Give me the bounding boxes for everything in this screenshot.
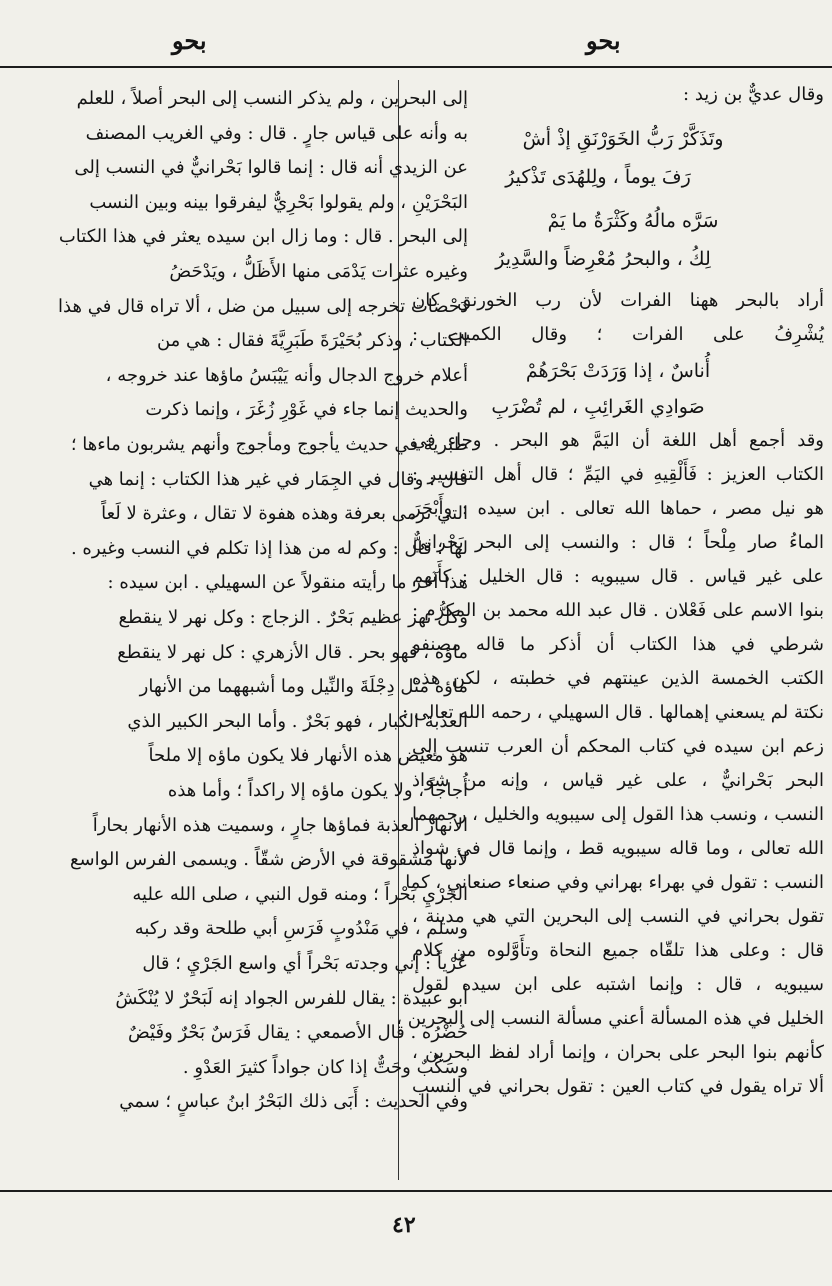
- text-line: ماؤه مثل دِجْلَةَ والنِّيل وما أشبههما من الأنهار: [139, 676, 468, 698]
- text-line: وسَكْبٌ وحَتٌّ إذا كان جواداً كثيرَ العَدْوِ .: [182, 1056, 468, 1078]
- text-line: هو مغيض هذه الأنهار فلا يكون ماؤه إلا ملحاً: [148, 745, 468, 767]
- text-line: بنوا الاسم على فَعْلان . قال عبد الله محمد بن المكرم :: [412, 600, 824, 621]
- text-line: وسلم ، في مَنْدُوبٍ فَرَسِ أبي طلحة وقد ركبه: [134, 918, 468, 940]
- text-line: والحديث إنما جاء في غَوْرِ زُغَرَ ، وإنما ذكرت: [145, 399, 468, 421]
- footer-rule: [0, 1190, 832, 1192]
- text-line: شرطي في هذا الكتاب أن أذكر ما قاله مصنفو: [412, 634, 824, 655]
- text-line: النسب : تقول في بهراء بهراني وفي صنعاء صنعاني ، كما: [405, 872, 824, 893]
- text-line: العذبة الكبار ، فهو بَحْرٌ . وأما البحر الكبير الذي: [127, 710, 468, 732]
- text-line: لها ؛ قال : وكم له من هذا إذا تكلم في النسب وغيره .: [70, 537, 468, 559]
- text-line: هو نيل مصر ، حماها الله تعالى . ابن سيده : وأَبْحَرَ: [412, 498, 824, 519]
- running-header-left: بحو: [172, 26, 207, 55]
- text-line: الله تعالى ، وما قاله سيبويه قط ، وإنما قال في شواذ: [412, 838, 824, 859]
- text-line: الكتاب العزيز : فَأَلْقِيهِ في اليَمِّ ؛ قال أهل التفسير :: [412, 464, 824, 485]
- text-line: أُجاجاً ، ولا يكون ماؤه إلا راكداً ؛ وأما هذه: [167, 780, 468, 801]
- text-line: الكتاب ، وذكر بُحَيْرَةَ طَبَرِيَّةَ فقال : هي من: [156, 330, 468, 352]
- text-line: التي ترمى بعرفة وهذه هفوة لا تقال ، وعثرة لا لَعاً: [101, 503, 468, 525]
- text-line: قال : وعلى هذا تلقّاه جميع النحاة وتأَوَّلوه من كلام: [412, 940, 824, 961]
- text-line: زعم ابن سيده في كتاب المحكم أن العرب تنسب إلى: [412, 736, 824, 757]
- text-line: وقال عديٌّ بن زيد :: [683, 84, 824, 105]
- text-line: أعلام خروج الدجال وأنه يَيْبَسُ ماؤها عند خروجه ،: [105, 364, 468, 386]
- text-line: إلى البحر . قال : وما زال ابن سيده يعثر في هذا الكتاب: [58, 226, 468, 248]
- text-line: حُضْرُه . قال الأصمعي : يقال فَرَسٌ بَحْرٌ وفَيْضٌ: [128, 1022, 468, 1044]
- text-line: وكلُّ نهر عظيم بَحْرٌ . الزجاج : وكل نهر لا ينقطع: [118, 607, 468, 628]
- text-line: عُرْياً : إني وجدته بَحْراً أي واسع الجَرْيِ ؛ قال: [142, 953, 468, 974]
- left-text-column: [0, 78, 468, 1184]
- text-line: على غير قياس . قال سيبويه : قال الخليل : كأَنهم: [412, 566, 824, 587]
- running-header-right: بحو: [586, 26, 621, 55]
- text-line: رَفَ يوماً ، ولِلهُدَى تَذْكيرُ: [505, 166, 691, 188]
- text-line: تقول بحراني في النسب إلى البحرين التي هي مدينة ،: [412, 906, 824, 927]
- text-line: عن الزيدي أنه قال : إنما قالوا بَحْرانيٌّ في النسب إلى: [74, 157, 468, 179]
- text-line: البحر بَحْرانيٌّ ، على غير قياس ، وإنه من شواذ: [412, 770, 824, 791]
- text-line: دَحْضات تخرجه إلى سبيل من ضل ، ألا تراه قال في هذا: [58, 295, 468, 317]
- text-line: سَرَّه مالُهُ وكَثْرَةُ ما يَمْ: [547, 210, 719, 232]
- text-line: أراد بالبحر ههنا الفرات لأن رب الخورنق كان: [412, 290, 824, 311]
- text-line: لأنها مشقوقة في الأرض شقّاً . ويسمى الفرس الواسع: [69, 849, 468, 871]
- text-line: أُناسٌ ، إذا وَرَدَتْ بَحْرَهُمْ: [525, 360, 711, 382]
- text-line: وقد أجمع أهل اللغة أن اليَمَّ هو البحر . وجاء في: [412, 430, 824, 451]
- text-line: كأنهم بنوا البحر على بحران ، وإنما أراد لفظ البحرين ،: [412, 1042, 824, 1063]
- text-line: سيبويه ، قال : وإنما اشتبه على ابن سيده لقول: [412, 974, 824, 995]
- text-line: يُشْرِفُ على الفرات ؛ وقال الكميت :: [412, 324, 824, 345]
- text-line: الجَرْيِ بَحْراً ؛ ومنه قول النبي ، صلى الله عليه: [132, 883, 468, 905]
- page-number: ٤٢: [392, 1212, 416, 1238]
- text-line: قال : وقال في الجِمَار في غير هذا الكتاب : إنما هي: [88, 468, 468, 490]
- text-line: الخليل في هذه المسألة أعني مسألة النسب إلى البحرين ،: [396, 1008, 824, 1029]
- text-line: الكتب الخمسة الذين عينتهم في خطبته ، لكن هذه: [412, 668, 824, 689]
- text-line: ألا تراه يقول في كتاب العين : تقول بحراني في النسب: [412, 1076, 824, 1097]
- text-line: وغيره عثرات يَدْمَى منها الأَظَلُّ ، ويَدْحَضُ: [169, 261, 468, 282]
- text-line: لِكُ ، والبحرُ مُعْرِضاً والسَّدِيرُ: [495, 248, 711, 270]
- text-line: الماءُ صار مِلْحاً ؛ قال : والنسب إلى البحر بَحْرانيٌّ: [412, 532, 824, 553]
- text-line: وتَذَكَّرْ رَبُّ الخَوَرْنَقِ إذْ أشْ: [522, 128, 724, 150]
- text-line: طبرية في حديث يأجوج ومأجوج وأنهم يشربون ماءها ؛: [70, 434, 468, 455]
- text-line: نكتة لم يسعني إهمالها . قال السهيلي ، رحمه الله تعالى :: [402, 702, 824, 723]
- text-line: أبو عبيدة : يقال للفرس الجواد إنه لَبَحْرٌ لا يُنْكَشُ: [115, 987, 468, 1009]
- header-rule: [0, 66, 832, 68]
- text-line: الأنهار العذبة فماؤها جارٍ ، وسميت هذه الأنهار بحاراً: [92, 814, 468, 836]
- text-line: النسب ، ونسب هذا القول إلى سيبويه والخليل ، رحمهما: [412, 804, 824, 825]
- text-line: ماؤه ، فهو بحر . قال الأزهري : كل نهر لا ينقطع: [117, 641, 468, 663]
- right-text-column: [396, 78, 824, 1184]
- text-line: وفي الحديث : أَبَى ذلك البَحْرُ ابنُ عباسٍ ؛ سمي: [119, 1091, 468, 1113]
- text-line: البَحْرَيْنِ ، ولم يقولوا بَحْرِيٌّ ليفرقوا بينه وبين النسب: [89, 191, 468, 213]
- text-line: هذا آخر ما رأيته منقولاً عن السهيلي . ابن سيده :: [107, 572, 468, 594]
- text-line: به وأنه على قياس جارٍ . قال : وفي الغريب المصنف: [85, 122, 468, 144]
- text-line: إلى البحرين ، ولم يذكر النسب إلى البحر أصلاً ، للعلم: [76, 88, 468, 109]
- text-line: صَوادِي الغَرائِبِ ، لم تُضْرَبِ: [491, 396, 705, 418]
